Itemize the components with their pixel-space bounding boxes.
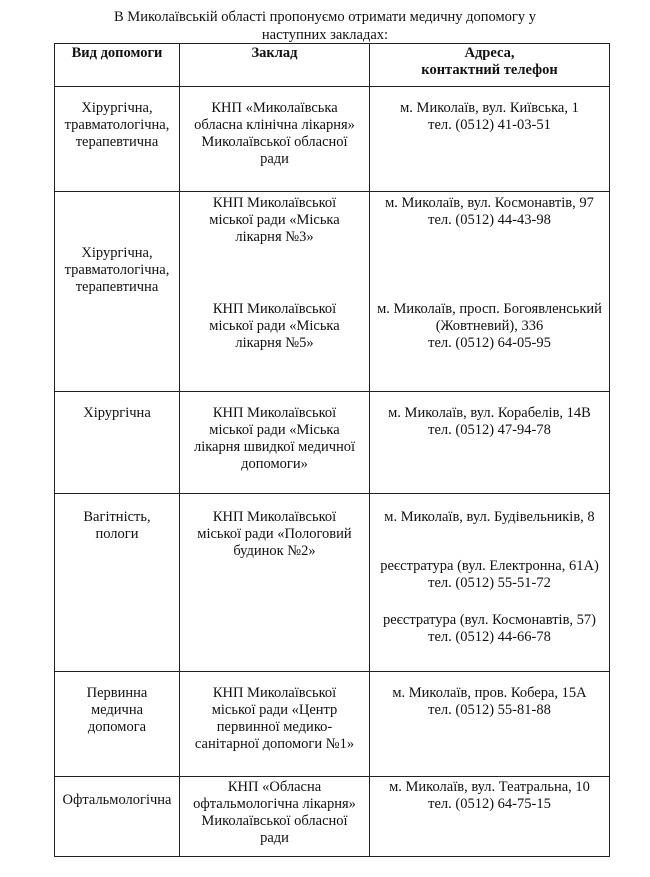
document-title [0,8,650,44]
cell-address: м. Миколаїв, вул. Театральна, 10 тел. (0512) 64-75-15 [370,777,610,857]
cell-facility: КНП Миколаївської міської ради «Центр первинної медико- санітарної допомоги №1» [180,672,370,777]
header-type: Вид допомоги [55,44,180,87]
cell-address: м. Миколаїв, пров. Кобера, 15А тел. (0512) 55-81-88 [370,672,610,777]
title-line-1: В Миколаївській області пропонуємо отримати медичну допомогу у [114,9,536,25]
cell-type: Вагітність, пологи [55,494,180,672]
table-row [55,392,610,494]
table-header-row [55,44,610,87]
cell-facility: КНП «Обласна офтальмологічна лікарня» Миколаївської обласної ради [180,777,370,857]
header-address: Адреса, контактний телефон [370,44,610,87]
cell-type: Хірургічна [55,392,180,494]
table-row [55,494,610,672]
cell-address: м. Миколаїв, вул. Київська, 1 тел. (0512) 41-03-51 [370,87,610,192]
facilities-table [54,43,610,857]
cell-facility: КНП Миколаївської міської ради «Міська лікарня швидкої медичної допомоги» [180,392,370,494]
cell-address: м. Миколаїв, вул. Будівельників, 8 реєстратура (вул. Електронна, 61А) тел. (0512) 55-51-72 реєстратура (вул. Космонавтів, 57) тел. (0512) 44-66-78 [370,494,610,672]
header-facility: Заклад [180,44,370,87]
cell-type: Хірургічна, травматологічна, терапевтична [55,87,180,192]
cell-address: м. Миколаїв, вул. Корабелів, 14В тел. (0512) 47-94-78 [370,392,610,494]
table-row [55,192,610,392]
cell-address: м. Миколаїв, вул. Космонавтів, 97 тел. (0512) 44-43-98 м. Миколаїв, просп. Богоявленський (Жовтневий), 336 тел. (0512) 64-05-95 [370,192,610,392]
table-row [55,777,610,857]
cell-facility: КНП Миколаївської міської ради «Міська лікарня №3» КНП Миколаївської міської ради «Міська лікарня №5» [180,192,370,392]
cell-type: Хірургічна, травматологічна, терапевтична [55,192,180,392]
table-row [55,87,610,192]
cell-facility: КНП «Миколаївська обласна клінічна лікарня» Миколаївської обласної ради [180,87,370,192]
cell-type: Офтальмологічна [55,777,180,857]
title-line-2: наступних закладах: [261,27,389,43]
cell-facility: КНП Миколаївської міської ради «Пологовий будинок №2» [180,494,370,672]
cell-type: Первинна медична допомога [55,672,180,777]
table-row [55,672,610,777]
